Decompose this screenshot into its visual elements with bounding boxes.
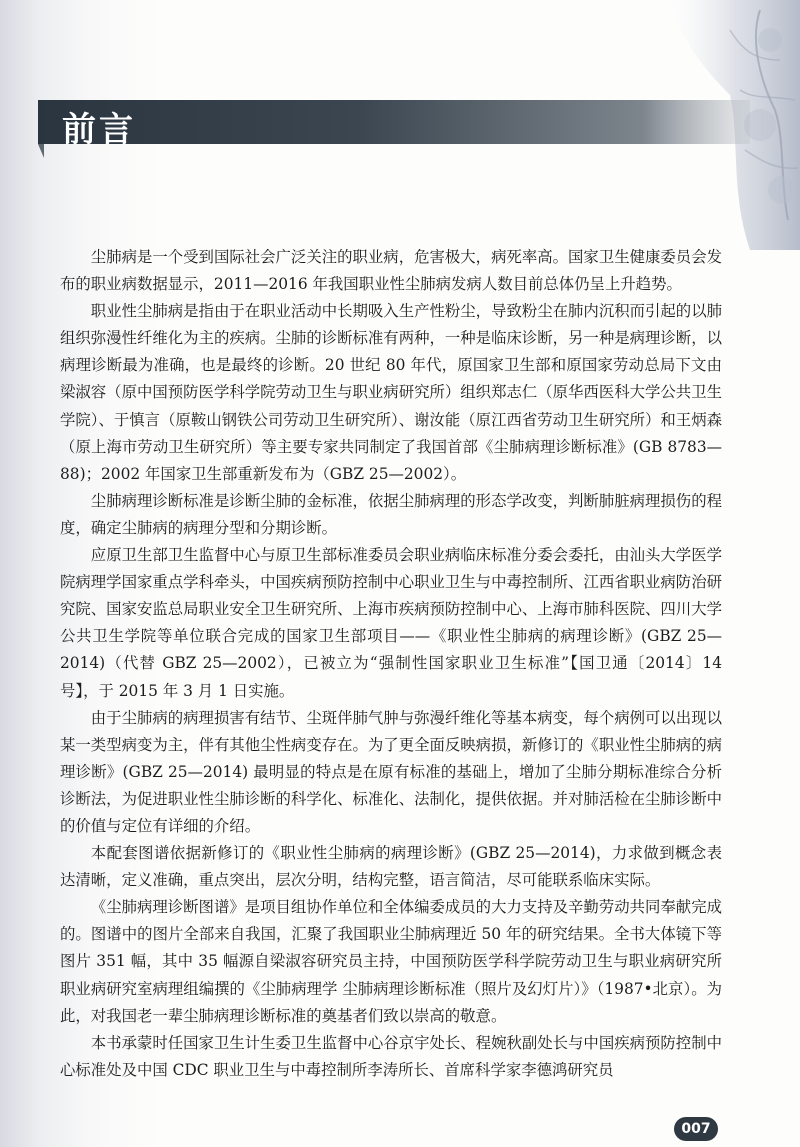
body-text [60,244,722,1084]
paragraph: 《尘肺病理诊断图谱》是项目组协作单位和全体编委成员的大力支持及辛勤劳动共同奉献完成的。图谱中的图片全部来自我国，汇聚了我国职业尘肺病理近 50 年的研究结果。全书大体镜下等图片 351 幅，其中 35 幅源自梁淑容研究员主持，中国预防医学科学院劳动卫生与职业病研究所职业病研究室病理组编撰的《尘肺病理学 尘肺病理诊断标准（照片及幻灯片）》（1987•北京）。为此，对我国老一辈尘肺病理诊断标准的奠基者们致以崇高的敬意。 [60,898,722,1025]
paragraph: 尘肺病理诊断标准是诊断尘肺的金标准，依据尘肺病理的形态学改变，判断肺脏病理损伤的程度，确定尘肺病的病理分型和分期诊断。 [60,491,722,537]
paragraph: 本书承蒙时任国家卫生计生委卫生监督中心谷京宇处长、程婉秋副处长与中国疾病预防控制中心标准处及中国 CDC 职业卫生与中毒控制所李涛所长、首席科学家李德鸿研究员 [60,1033,722,1079]
title-banner [38,100,750,158]
paragraph: 应原卫生部卫生监督中心与原卫生部标准委员会职业病临床标准分委会委托，由汕头大学医学院病理学国家重点学科牵头，中国疾病预防控制中心职业卫生与中毒控制所、江西省职业病防治研究院、国家安监总局职业安全卫生研究所、上海市疾病预防控制中心、上海市肺科医院、四川大学公共卫生学院等单位联合完成的国家卫生部项目——《职业性尘肺病的病理诊断》(GBZ 25—2014)（代替 GBZ 25—2002），已被立为“强制性国家职业卫生标准”【国卫通〔2014〕14 号】，于 2015 年 3 月 1 日实施。 [60,546,722,700]
paragraph: 由于尘肺病的病理损害有结节、尘斑伴肺气肿与弥漫纤维化等基本病变，每个病例可以出现以某一类型病变为主，伴有其他尘性病变存在。为了更全面反映病损，新修订的《职业性尘肺病的病理诊断》(GBZ 25—2014) 最明显的特点是在原有标准的基础上，增加了尘肺分期标准综合分析诊断法，为促进职业性尘肺诊断的科学化、标准化、法制化，提供依据。并对肺活检在尘肺诊断中的价值与定位有详细的介绍。 [60,708,722,835]
page-number: 007 [674,1117,718,1141]
paragraph: 职业性尘肺病是指由于在职业活动中长期吸入生产性粉尘，导致粉尘在肺内沉积而引起的以肺组织弥漫性纤维化为主的疾病。尘肺的诊断标准有两种，一种是临床诊断，另一种是病理诊断，以病理诊断最为准确，也是最终的诊断。20 世纪 80 年代，原国家卫生部和原国家劳动总局下文由梁淑容（原中国预防医学科学院劳动卫生与职业病研究所）组织郑志仁（原华西医科大学公共卫生学院）、于慎言（原鞍山钢铁公司劳动卫生研究所）、谢汝能（原江西省劳动卫生研究所）和王炳森（原上海市劳动卫生研究所）等主要专家共同制定了我国首部《尘肺病理诊断标准》(GB 8783—88)；2002 年国家卫生部重新发布为（GBZ 25—2002）。 [60,302,722,483]
paragraph: 尘肺病是一个受到国际社会广泛关注的职业病，危害极大，病死率高。国家卫生健康委员会发布的职业病数据显示，2011—2016 年我国职业性尘肺病发病人数目前总体仍呈上升趋势。 [60,248,722,294]
paragraph: 本配套图谱依据新修订的《职业性尘肺病的病理诊断》(GBZ 25—2014)，力求做到概念表达清晰，定义准确，重点突出，层次分明，结构完整，语言简洁，尽可能联系临床实际。 [60,844,722,890]
page-title: 前言 [62,110,136,150]
